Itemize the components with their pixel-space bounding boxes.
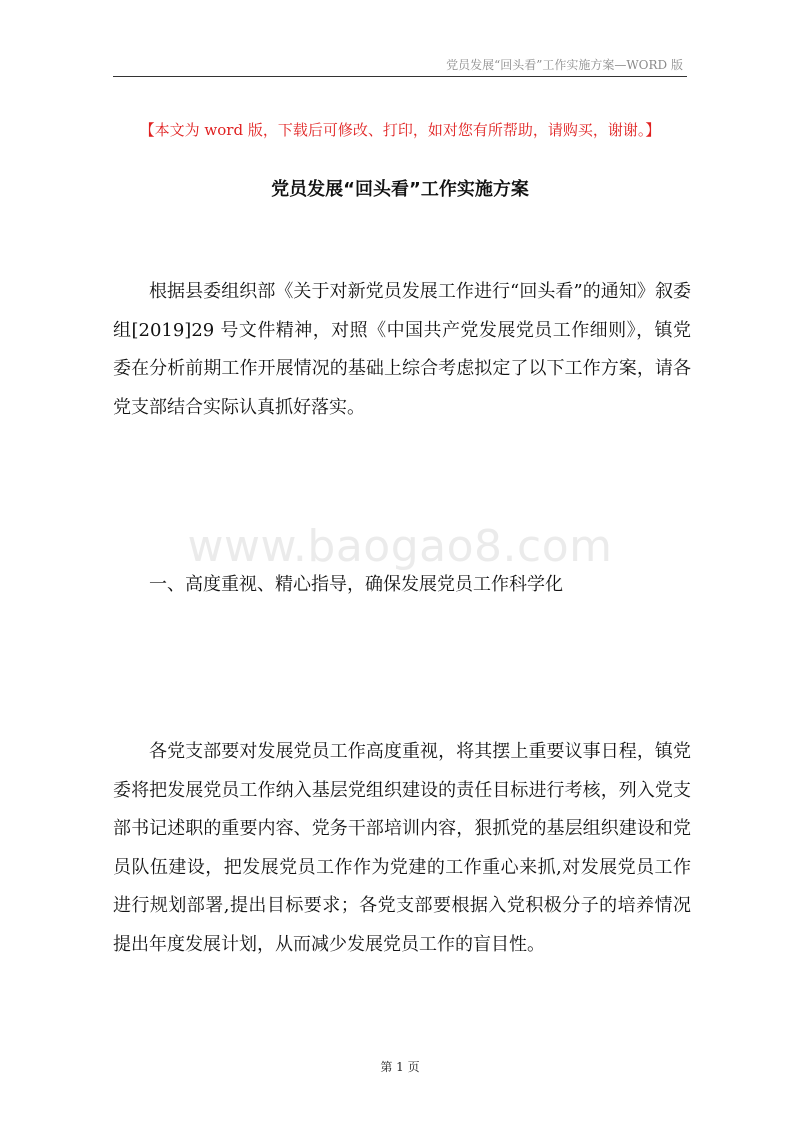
- document-title: 党员发展“回头看”工作实施方案: [271, 179, 529, 200]
- paragraph-intro: 根据县委组织部《关于对新党员发展工作进行“回头看”的通知》叙委组[2019]29 号文件精神，对照《中国共产党发展党员工作细则》，镇党委在分析前期工作开展情况的基础上综合考虑拟定了以下工作方案，请各党支部结合实际认真抓好落实。: [113, 281, 691, 418]
- download-notice: 【本文为 word 版，下载后可修改、打印，如对您有所帮助，请购买，谢谢。】: [139, 121, 661, 139]
- paragraph-section-1: 各党支部要对发展党员工作高度重视，将其摆上重要议事日程，镇党委将把发展党员工作纳入基层党组织建设的责任目标进行考核，列入党支部书记述职的重要内容、党务干部培训内容，狠抓党的基层组织建设和党员队伍建设，把发展党员工作作为党建的工作重心来抓,对发展党员工作进行规划部署,提出目标要求；各党支部要根据入党积极分子的培养情况提出年度发展计划，从而减少发展党员工作的盲目性。: [113, 741, 691, 955]
- section-heading-1: 一、高度重视、精心指导，确保发展党员工作科学化: [149, 574, 563, 595]
- header-divider: [113, 76, 687, 77]
- watermark: www.baogao8.com: [187, 521, 613, 572]
- page-number: 第 1 页: [380, 1060, 420, 1074]
- running-header: 党员发展“回头看”工作实施方案—WORD 版: [446, 58, 683, 72]
